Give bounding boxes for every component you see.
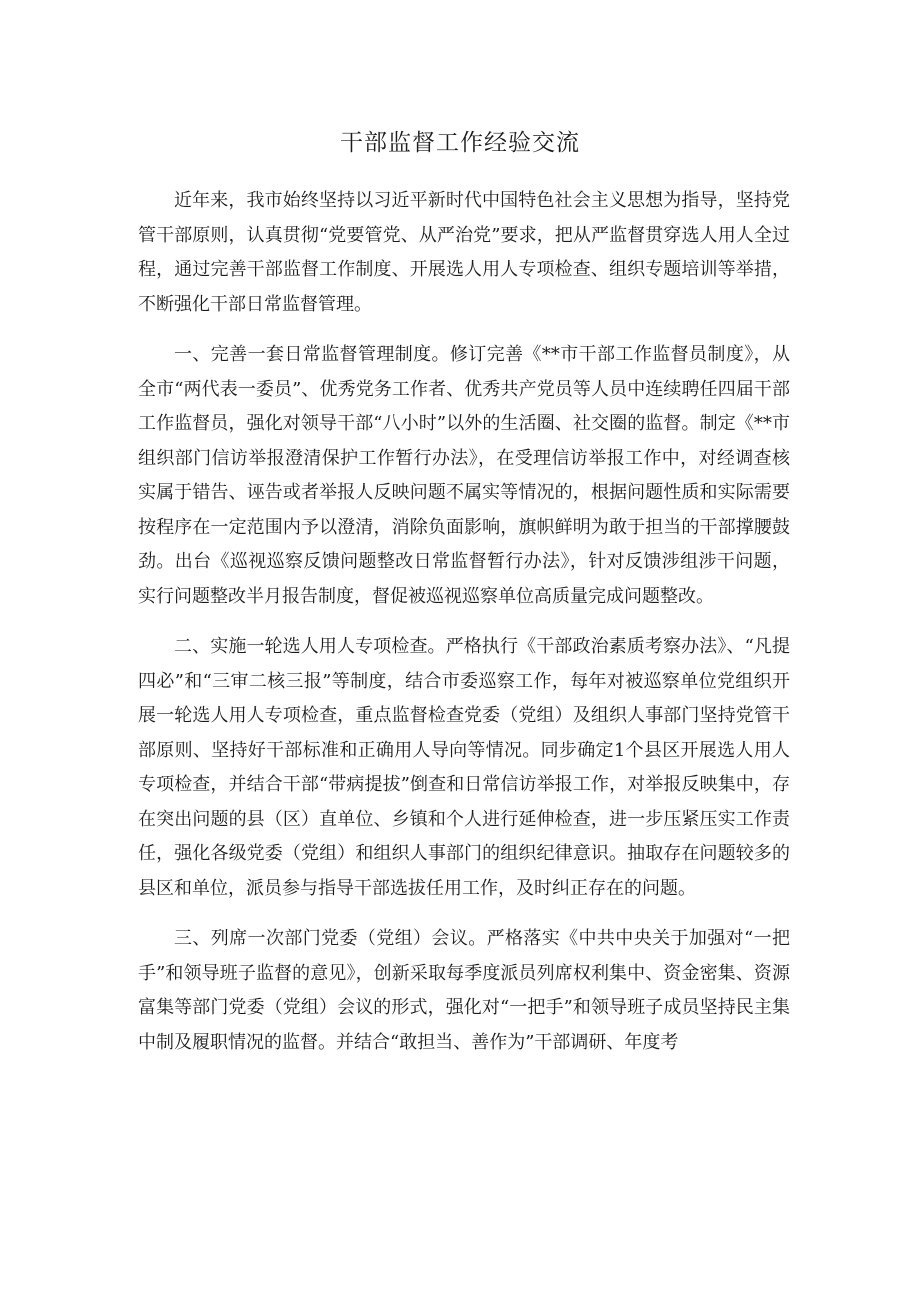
document-body — [138, 184, 790, 1076]
document-title: 干部监督工作经验交流 — [340, 130, 580, 156]
paragraph-section-2: 二、实施一轮选人用人专项检查。严格执行《干部政治素质考察办法》、“凡提四必”和“三审二核三报”等制度，结合市委巡察工作，每年对被巡察单位党组织开展一轮选人用人专项检查，重点监督检查党委（党组）及组织人事部门坚持党管干部原则、坚持好干部标准和正确用人导向等情况。同步确定1个县区开展选人用人专项检查，并结合干部“带病提拔”倒查和日常信访举报工作，对举报反映集中，存在突出问题的县（区）直单位、乡镇和个人进行延伸检查，进一步压紧压实工作责任，强化各级党委（党组）和组织人事部门的组织纪律意识。抽取存在问题较多的县区和单位，派员参与指导干部选拔任用工作，及时纠正存在的问题。 — [138, 636, 790, 899]
paragraph-section-3: 三、列席一次部门党委（党组）会议。严格落实《中共中央关于加强对“一把手”和领导班子监督的意见》，创新采取每季度派员列席权利集中、资金密集、资源富集等部门党委（党组）会议的形式，强化对“一把手”和领导班子成员坚持民主集中制及履职情况的监督。并结合“敢担当、善作为”干部调研、年度考 — [138, 928, 790, 1053]
paragraph-section-1: 一、完善一套日常监督管理制度。修订完善《**市干部工作监督员制度》，从全市“两代表一委员”、优秀党务工作者、优秀共产党员等人员中连续聘任四届干部工作监督员，强化对领导干部“八小时”以外的生活圈、社交圈的监督。制定《**市组织部门信访举报澄清保护工作暂行办法》，在受理信访举报工作中，对经调查核实属于错告、诬告或者举报人反映问题不属实等情况的，根据问题性质和实际需要按程序在一定范围内予以澄清，消除负面影响，旗帜鲜明为敢于担当的干部撑腰鼓劲。出台《巡视巡察反馈问题整改日常监督暂行办法》，针对反馈涉组涉干问题，实行问题整改半月报告制度，督促被巡视巡察单位高质量完成问题整改。 — [138, 344, 790, 607]
paragraph-intro: 近年来，我市始终坚持以习近平新时代中国特色社会主义思想为指导，坚持党管干部原则，认真贯彻“党要管党、从严治党”要求，把从严监督贯穿选人用人全过程，通过完善干部监督工作制度、开展选人用人专项检查、组织专题培训等举措，不断强化干部日常监督管理。 — [138, 190, 790, 315]
